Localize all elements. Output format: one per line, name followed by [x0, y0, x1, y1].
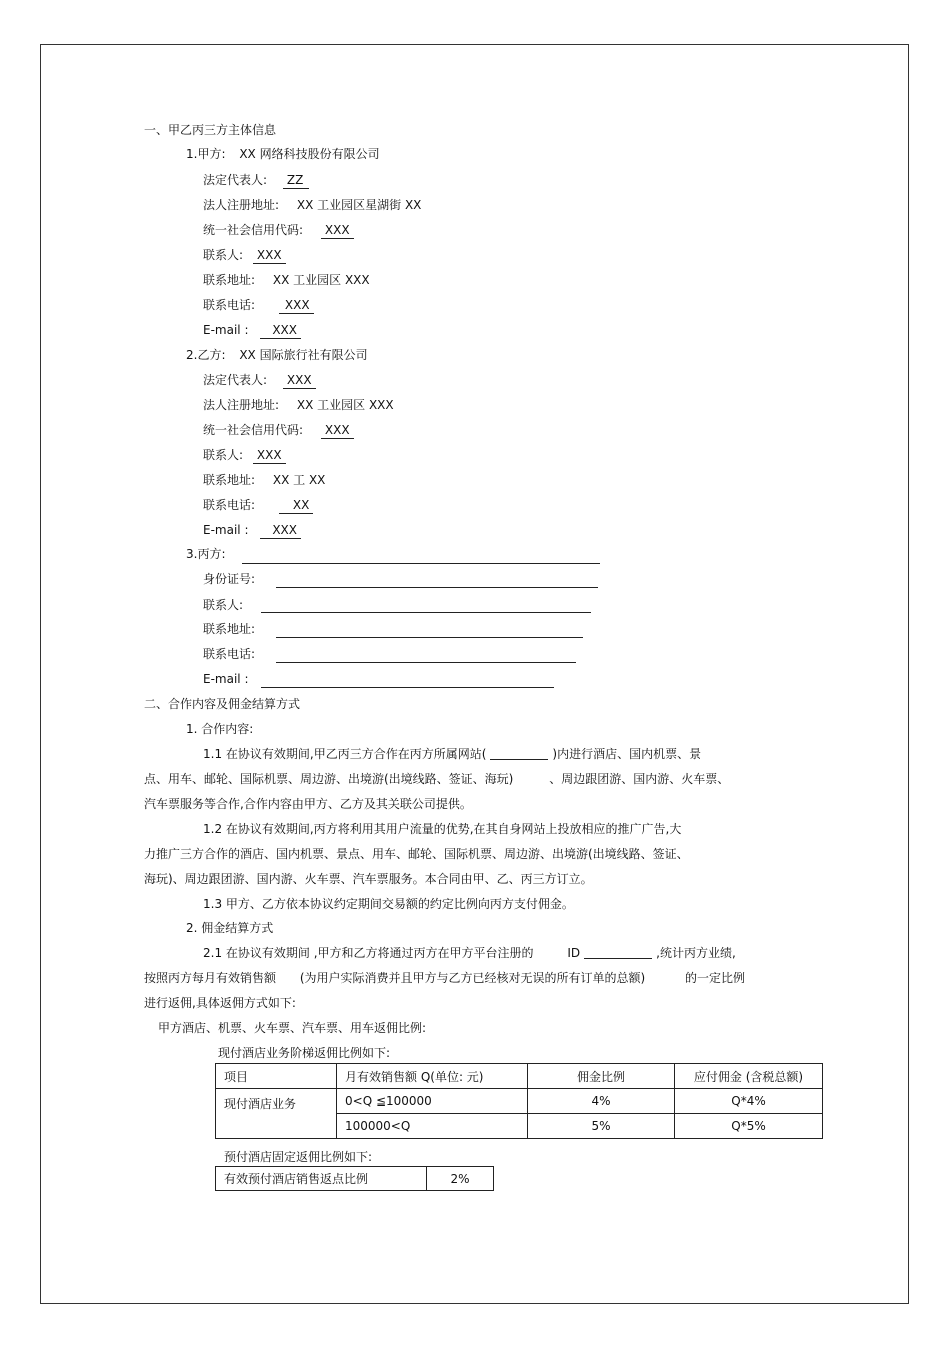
para-1-2-line2: 力推广三方合作的酒店、国内机票、景点、用车、邮轮、国际机票、周边游、出境游(出境线路、签证、	[144, 847, 689, 861]
ratio-title: 甲方酒店、机票、火车票、汽车票、用车返佣比例:	[158, 1021, 427, 1035]
table-cell: 100000<Q	[337, 1114, 528, 1139]
para-1-2-line1: 1.2 在协议有效期间,丙方将利用其用户流量的优势,在其自身网站上投放相应的推广广告,大	[203, 822, 682, 836]
para-2-1-line2	[144, 970, 745, 986]
table-header-cell: 月有效销售额 Q(单位: 元)	[337, 1064, 528, 1089]
party-c-address-blank[interactable]	[276, 637, 583, 638]
party-a-credit-code	[203, 222, 354, 239]
party-c-name-blank[interactable]	[242, 563, 600, 564]
party-b-heading	[186, 347, 368, 363]
table-item-cell: 现付酒店业务	[216, 1089, 337, 1139]
party-b-email	[203, 522, 301, 539]
party-a-address	[203, 272, 370, 288]
para-text: 按照丙方每月有效销售额	[144, 971, 277, 985]
field-label: E-mail :	[203, 523, 249, 537]
para-1-1-line3: 汽车票服务等合作,合作内容由甲方、乙方及其关联公司提供。	[144, 797, 472, 811]
party-b-prefix: 2.乙方:	[186, 348, 226, 362]
table-cell: Q*4%	[675, 1089, 823, 1114]
para-text: ID	[567, 946, 581, 960]
table-header-cell: 佣金比例	[528, 1064, 675, 1089]
prepaid-commission-table	[215, 1166, 494, 1191]
field-label: E-mail :	[203, 323, 249, 337]
party-c-id-blank[interactable]	[276, 587, 598, 588]
party-c-email-blank[interactable]	[261, 687, 554, 688]
field-label: 联系电话:	[203, 498, 256, 512]
party-c-email-label: E-mail :	[203, 672, 249, 686]
section2-title: 二、合作内容及佣金结算方式	[144, 697, 301, 711]
field-value: XX	[279, 497, 313, 514]
section1-title: 一、甲乙丙三方主体信息	[144, 123, 277, 137]
para-1-2-line3: 海玩)、周边跟团游、国内游、火车票、汽车票服务。本合同由甲、乙、丙三方订立。	[144, 872, 593, 886]
party-c-heading: 3.丙方:	[186, 547, 226, 561]
field-label: 法人注册地址:	[203, 198, 280, 212]
party-a-name: XX 网络科技股份有限公司	[239, 147, 380, 161]
field-value: XX 工业园区 XXX	[272, 273, 370, 287]
field-value: XXX	[283, 372, 316, 389]
party-b-legal-rep	[203, 372, 316, 389]
tiered-commission-table	[215, 1063, 823, 1139]
field-value: XXX	[253, 247, 286, 264]
party-b-name: XX 国际旅行社有限公司	[239, 348, 368, 362]
field-label: 法定代表人:	[203, 373, 268, 387]
party-a-phone	[203, 297, 314, 314]
party-b-reg-address	[203, 397, 394, 413]
party-a-prefix: 1.甲方:	[186, 147, 226, 161]
table-cell: 5%	[528, 1114, 675, 1139]
party-b-credit-code	[203, 422, 354, 439]
para-text: 点、用车、邮轮、国际机票、周边游、出境游(出境线路、签证、海玩)	[144, 772, 514, 786]
field-label: 联系电话:	[203, 298, 256, 312]
id-blank[interactable]	[584, 958, 652, 959]
field-value: XXX	[260, 322, 301, 339]
table-row	[216, 1089, 823, 1114]
field-value: XXX	[321, 222, 354, 239]
para-text: 、周边跟团游、国内游、火车票、	[549, 772, 730, 786]
table-cell: Q*5%	[675, 1114, 823, 1139]
para-text: 2.1 在协议有效期间 ,甲方和乙方将通过丙方在甲方平台注册的	[203, 946, 534, 960]
table-cell: 0<Q ≦100000	[337, 1089, 528, 1114]
website-blank[interactable]	[490, 759, 548, 760]
field-value: XXX	[321, 422, 354, 439]
party-a-contact	[203, 247, 286, 264]
party-c-phone-label: 联系电话:	[203, 647, 256, 661]
field-value: ZZ	[283, 172, 309, 189]
para-text: )内进行酒店、国内机票、景	[552, 747, 702, 761]
table-cell: 4%	[528, 1089, 675, 1114]
field-label: 法定代表人:	[203, 173, 268, 187]
table-header-row	[216, 1064, 823, 1089]
party-a-heading	[186, 146, 380, 162]
party-c-contact-label: 联系人:	[203, 598, 244, 612]
table-header-cell: 应付佣金 (含税总额)	[675, 1064, 823, 1089]
field-label: 法人注册地址:	[203, 398, 280, 412]
table-cell: 有效预付酒店销售返点比例	[216, 1167, 427, 1191]
para-2-1-line3: 进行返佣,具体返佣方式如下:	[144, 996, 296, 1010]
field-value: XXX	[260, 522, 301, 539]
table-cell: 2%	[427, 1167, 494, 1191]
party-c-contact-blank[interactable]	[261, 612, 591, 613]
field-label: 联系人:	[203, 448, 244, 462]
table1-caption: 现付酒店业务阶梯返佣比例如下:	[218, 1046, 391, 1060]
party-b-phone	[203, 497, 313, 514]
field-label: 联系人:	[203, 248, 244, 262]
subsection-cooperation: 1. 合作内容:	[186, 722, 254, 736]
field-label: 统一社会信用代码:	[203, 223, 304, 237]
party-b-address	[203, 472, 325, 488]
para-2-1-line1	[203, 945, 736, 961]
table-header-cell: 项目	[216, 1064, 337, 1089]
field-value: XX 工业园区 XXX	[296, 398, 394, 412]
field-label: 联系地址:	[203, 473, 256, 487]
field-label: 统一社会信用代码:	[203, 423, 304, 437]
field-value: XX 工 XX	[272, 473, 326, 487]
field-value: XX 工业园区星湖街 XX	[296, 198, 422, 212]
para-text: 1.1 在协议有效期间,甲乙丙三方合作在丙方所属网站(	[203, 747, 487, 761]
party-c-phone-blank[interactable]	[276, 662, 576, 663]
para-1-1-line2	[144, 771, 729, 787]
field-label: 联系地址:	[203, 273, 256, 287]
para-text: (为用户实际消费并且甲方与乙方已经核对无误的所有订单的总额)	[299, 971, 646, 985]
party-c-address-label: 联系地址:	[203, 622, 256, 636]
para-text: 的一定比例	[685, 971, 746, 985]
table-row	[216, 1167, 494, 1191]
party-b-contact	[203, 447, 286, 464]
field-value: XXX	[279, 297, 314, 314]
subsection-settlement: 2. 佣金结算方式	[186, 921, 274, 935]
field-value: XXX	[253, 447, 286, 464]
table2-caption: 预付酒店固定返佣比例如下:	[224, 1150, 373, 1164]
para-1-1-line1	[203, 746, 701, 762]
para-1-3: 1.3 甲方、乙方依本协议约定期间交易额的约定比例向丙方支付佣金。	[203, 897, 574, 911]
party-a-email	[203, 322, 301, 339]
party-c-id-label: 身份证号:	[203, 572, 256, 586]
party-a-legal-rep	[203, 172, 309, 189]
para-text: ,统计丙方业绩,	[656, 946, 736, 960]
party-a-reg-address	[203, 197, 421, 213]
